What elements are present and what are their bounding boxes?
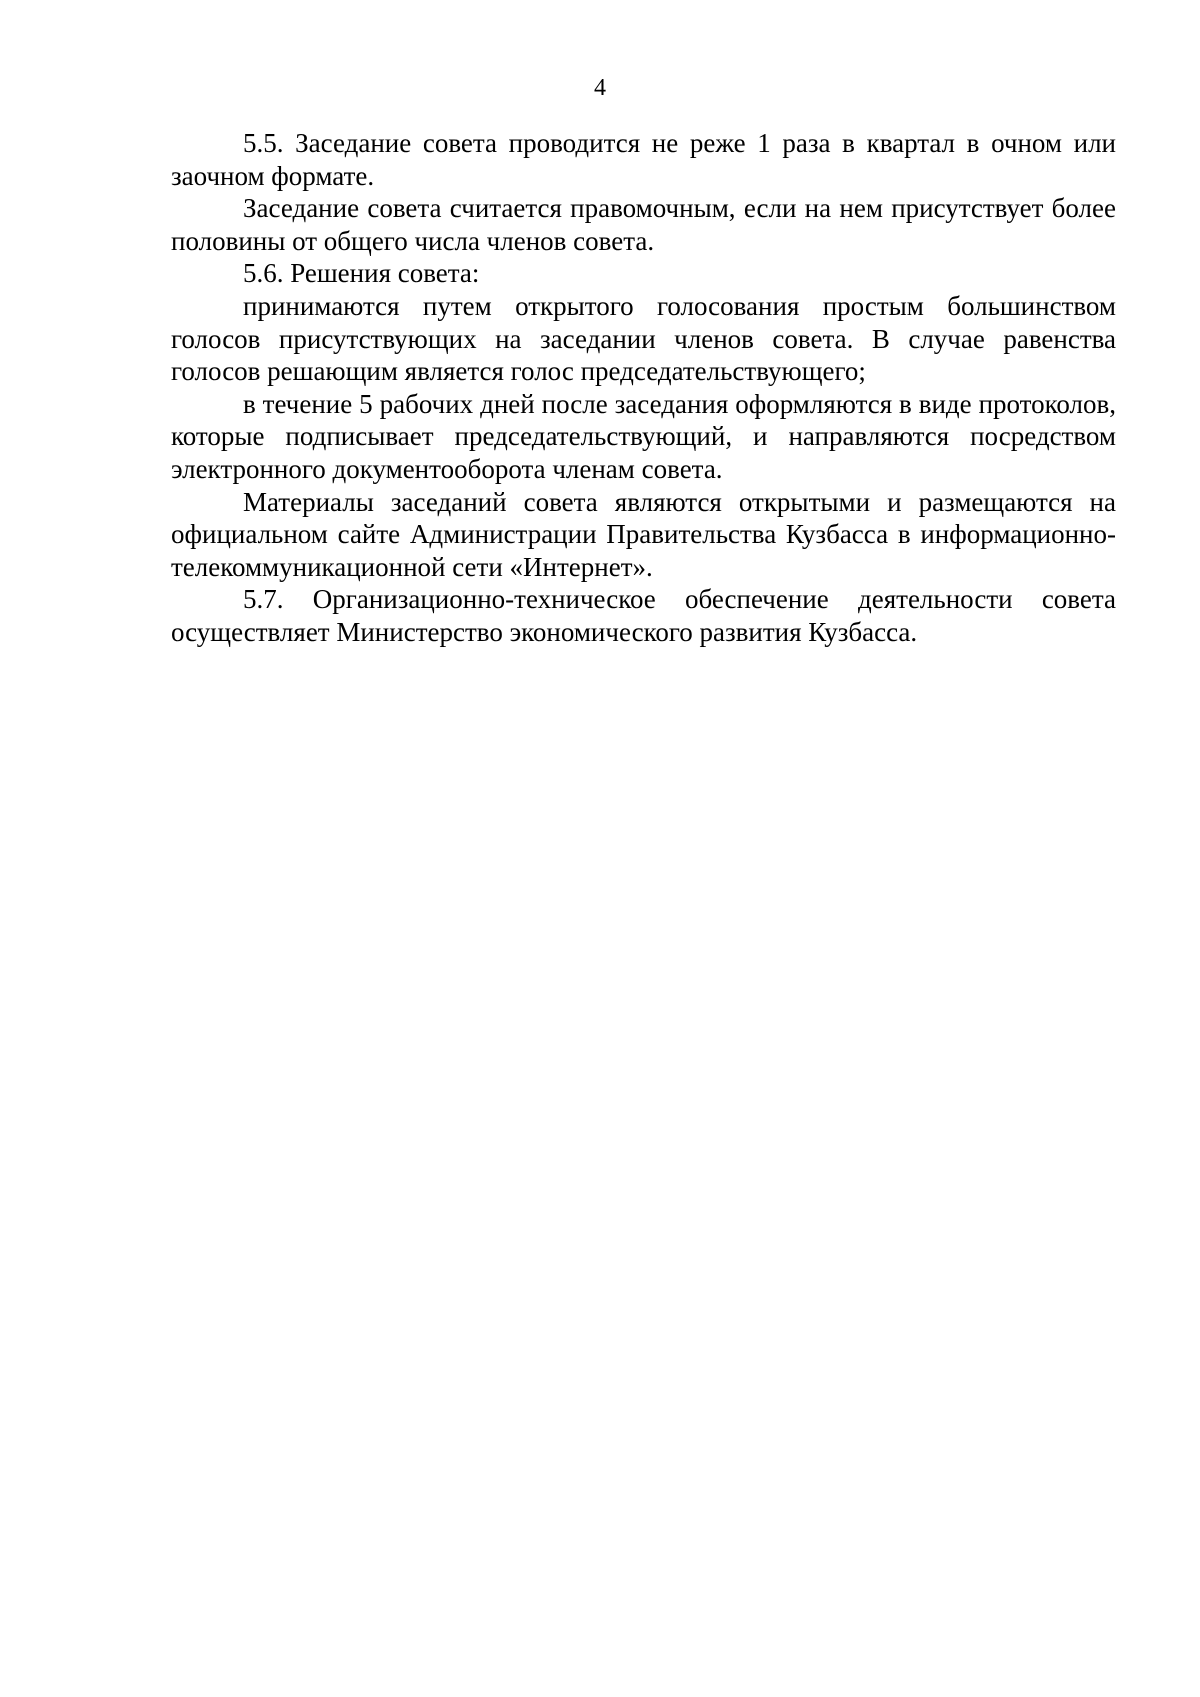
paragraph-materials: Материалы заседаний совета являются открытыми и размещаются на официальном сайте Администрации Правительства Кузбасса в информационно-телекоммуникационной сети «Интернет». (171, 486, 1116, 582)
document-body (171, 127, 1116, 649)
paragraph-5-6: 5.6. Решения совета: (243, 258, 480, 289)
paragraph-protocols: в течение 5 рабочих дней после заседания оформляются в виде протоколов, которые подписывает председательствующий, и направляются посредством электронного документооборота членам совета. (171, 388, 1116, 484)
paragraph-voting: принимаются путем открытого голосования простым большинством голосов присутствующих на заседании членов совета. В случае равенства голосов решающим является голос председательствующего; (171, 290, 1116, 387)
paragraph-5-7: 5.7. Организационно-техническое обеспечение деятельности совета осуществляет Министерство экономического развития Кузбасса. (171, 584, 1116, 647)
page-number: 4 (594, 75, 606, 101)
paragraph-5-5: 5.5. Заседание совета проводится не реже 1 раза в квартал в очном или заочном формате. (171, 128, 1116, 191)
paragraph-quorum: Заседание совета считается правомочным, если на нем присутствует более половины от общего числа членов совета. (171, 193, 1116, 256)
